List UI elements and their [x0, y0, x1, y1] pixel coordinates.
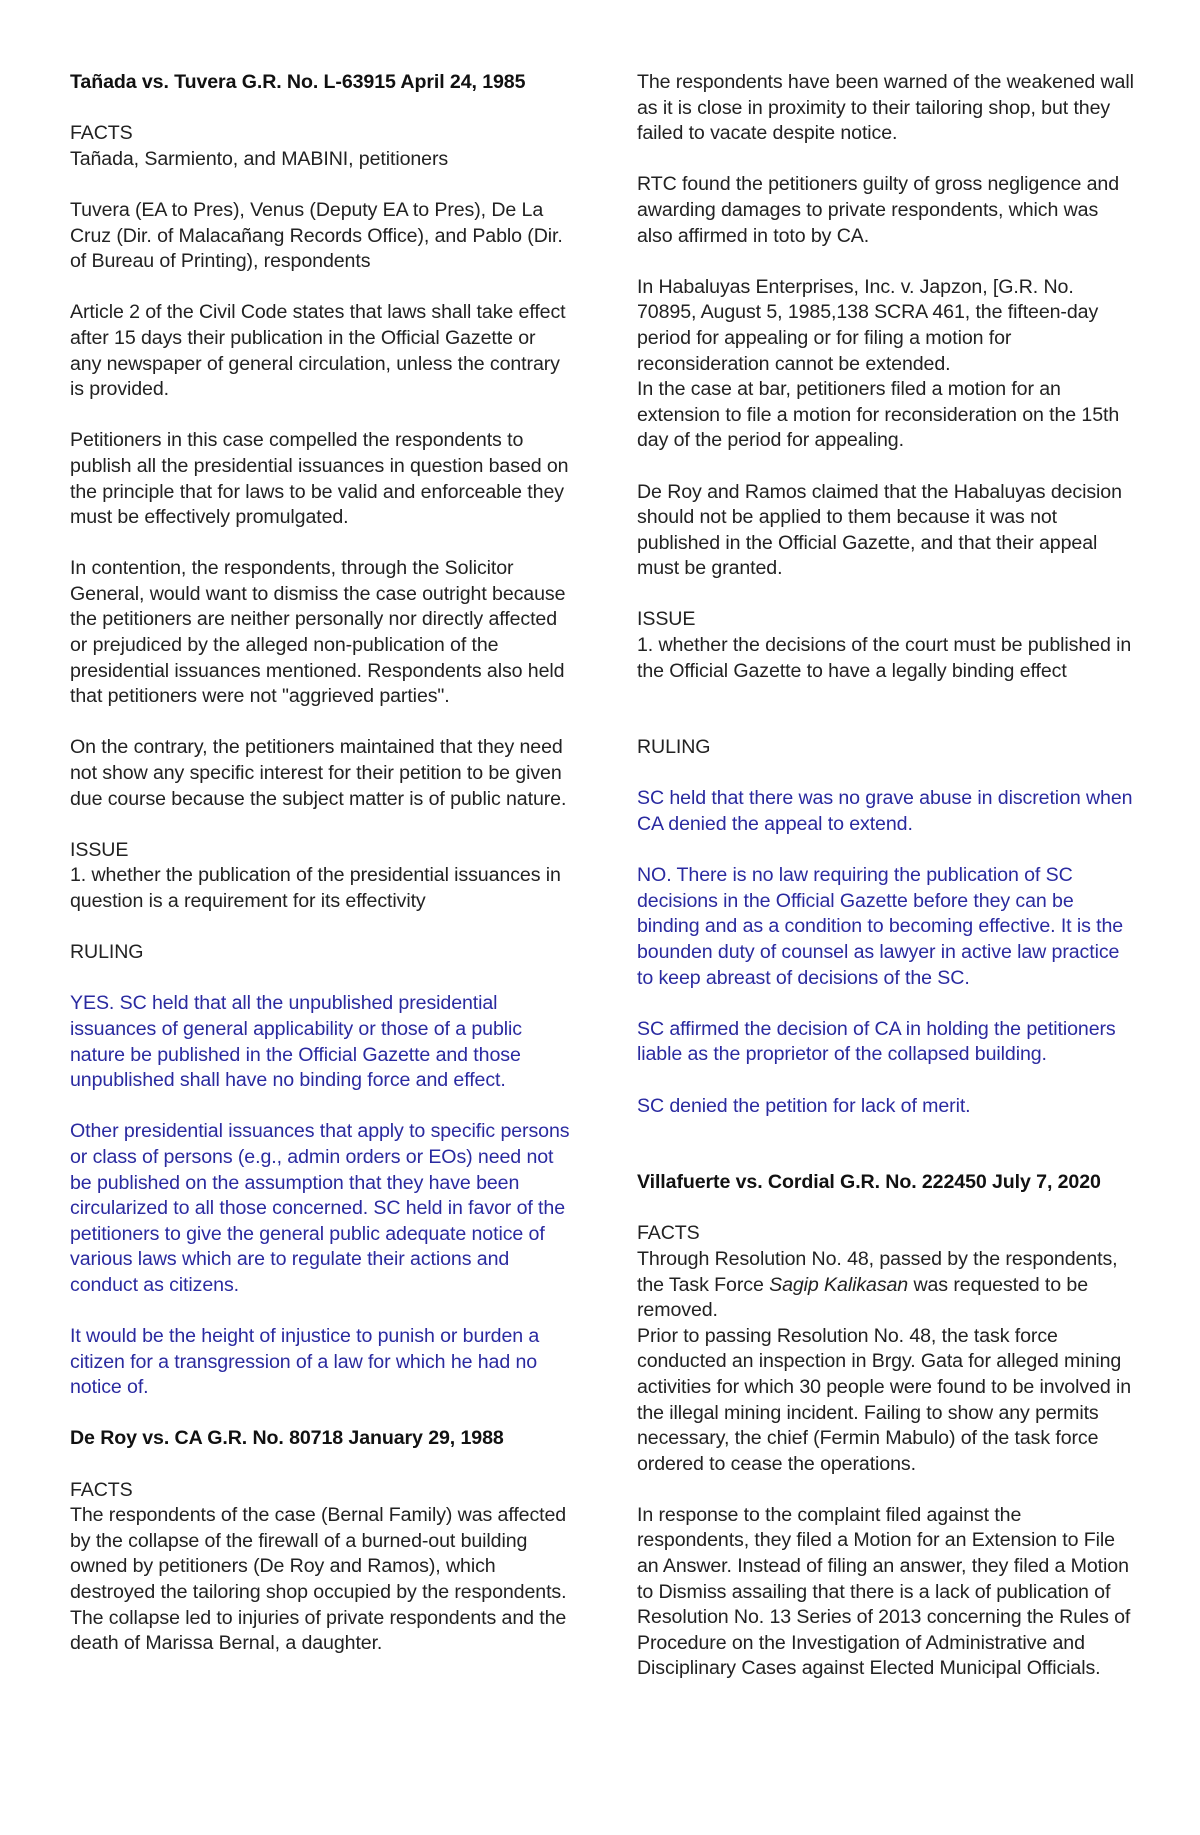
facts-text: Through Resolution No. 48, passed by the respondents, the Task Force [637, 1247, 1118, 1296]
facts-paragraph: Prior to passing Resolution No. 48, the task force conducted an inspection in Brgy. Gata for alleged mining activities for which 30 people were found to be involved in the illegal mining incident. Failing to show any permits necessary, the chief (Fermin Mabulo) of the task force ordered to cease the operations. [637, 1324, 1132, 1475]
parties-petitioners: Tañada, Sarmiento, and MABINI, petitioners [70, 147, 449, 170]
issue-label: ISSUE [637, 608, 696, 631]
parties-respondents: Tuvera (EA to Pres), Venus (Deputy EA to Pres), De La Cruz (Dir. of Malacañang Records Office), and Pablo (Dir. of Bureau of Printing), respondents [70, 198, 563, 273]
task-force-name: Sagip Kalikasan [769, 1273, 909, 1296]
facts-paragraph: RTC found the petitioners guilty of gross negligence and awarding damages to private respondents, which was also affirmed in toto by CA. [637, 173, 1120, 247]
ruling-paragraph: SC affirmed the decision of CA in holding the petitioners liable as the proprietor of the collapsed building. [637, 1017, 1116, 1066]
facts-paragraph: De Roy and Ramos claimed that the Habaluyas decision should not be applied to them because it was not published in the Official Gazette, and that their appeal must be granted. [637, 480, 1122, 580]
facts-paragraph: In response to the complaint filed against the respondents, they filed a Motion for an Extension to File an Answer. Instead of filing an answer, they filed a Motion to Dismiss assailing that there is a lack of publication of Resolution No. 13 Series of 2013 concerning the Rules of Procedure on the Investigation of Administrative and Disciplinary Cases against Elected Municipal Officials. [637, 1503, 1131, 1680]
ruling-paragraph: SC denied the petition for lack of merit. [637, 1094, 971, 1117]
facts-text: was requested to be removed. [637, 1273, 1089, 1322]
facts-label: FACTS [70, 122, 133, 145]
right-column [637, 70, 1137, 1682]
ruling-paragraph: Other presidential issuances that apply to specific persons or class of persons (e.g., admin orders or EOs) need not be published on the assumption that they have been circularized to all those concerned. SC held in favor of the petitioners to give the general public adequate notice of various laws which are to regulate their actions and conduct as citizens. [70, 1120, 570, 1296]
ruling-paragraph: It would be the height of injustice to punish or burden a citizen for a transgression of a law for which he had no notice of. [70, 1325, 540, 1399]
case-title-de-roy: De Roy vs. CA G.R. No. 80718 January 29, 1988 [70, 1427, 504, 1450]
facts-paragraph: The respondents of the case (Bernal Family) was affected by the collapse of the firewall of a burned-out building owned by petitioners (De Roy and Ramos), which destroyed the tailoring shop occupied by the respondents. [70, 1504, 567, 1604]
facts-paragraph: In the case at bar, petitioners filed a motion for an extension to file a motion for reconsideration on the 15th day of the period for appealing. [637, 378, 1120, 452]
ruling-paragraph: SC held that there was no grave abuse in discretion when CA denied the appeal to extend. [637, 787, 1133, 836]
facts-paragraph: Petitioners in this case compelled the respondents to publish all the presidential issuances in question based on the principle that for laws to be valid and enforceable they must be effectively promulgated. [70, 429, 569, 529]
facts-paragraph: In contention, the respondents, through the Solicitor General, would want to dismiss the case outright because the petitioners are neither personally nor directly affected or prejudiced by the alleged non-publication of the presidential issuances mentioned. Respondents also held that petitioners were not "aggrieved parties". [70, 557, 566, 708]
case-title-tanada: Tañada vs. Tuvera G.R. No. L-63915 April 24, 1985 [70, 71, 526, 93]
facts-paragraph: The respondents have been warned of the weakened wall as it is close in proximity to their tailoring shop, but they failed to vacate despite notice. [637, 71, 1134, 145]
facts-paragraph: In Habaluyas Enterprises, Inc. v. Japzon, [G.R. No. 70895, August 5, 1985,138 SCRA 461, the fifteen-day period for appealing or for filing a motion for reconsideration cannot be extended. [637, 275, 1099, 375]
issue-item: 1. whether the publication of the presidential issuances in question is a requirement for its effectivity [70, 864, 561, 912]
left-column [70, 70, 570, 1657]
facts-label: FACTS [637, 1222, 700, 1245]
facts-paragraph [637, 1247, 1137, 1324]
ruling-paragraph: YES. SC held that all the unpublished presidential issuances of general applicability or those of a public nature be published in the Official Gazette and those unpublished shall have no binding force and effect. [70, 992, 522, 1092]
ruling-label: RULING [637, 736, 711, 759]
facts-paragraph: On the contrary, the petitioners maintained that they need not show any specific interest for their petition to be given due course because the subject matter is of public nature. [70, 736, 567, 810]
facts-label: FACTS [70, 1478, 133, 1501]
issue-label: ISSUE [70, 838, 129, 861]
facts-paragraph: The collapse led to injuries of private respondents and the death of Marissa Bernal, a daughter. [70, 1606, 567, 1655]
facts-paragraph: Article 2 of the Civil Code states that laws shall take effect after 15 days their publication in the Official Gazette or any newspaper of general circulation, unless the contrary is provided. [70, 301, 566, 401]
issue-item: 1. whether the decisions of the court must be published in the Official Gazette to have a legally binding effect [637, 634, 1132, 682]
case-title-villafuerte: Villafuerte vs. Cordial G.R. No. 222450 July 7, 2020 [637, 1171, 1101, 1194]
ruling-paragraph: NO. There is no law requiring the publication of SC decisions in the Official Gazette before they can be binding and as a condition to becoming effective. It is the bounden duty of counsel as lawyer in active law practice to keep abreast of decisions of the SC. [637, 864, 1124, 989]
ruling-label: RULING [70, 941, 144, 964]
